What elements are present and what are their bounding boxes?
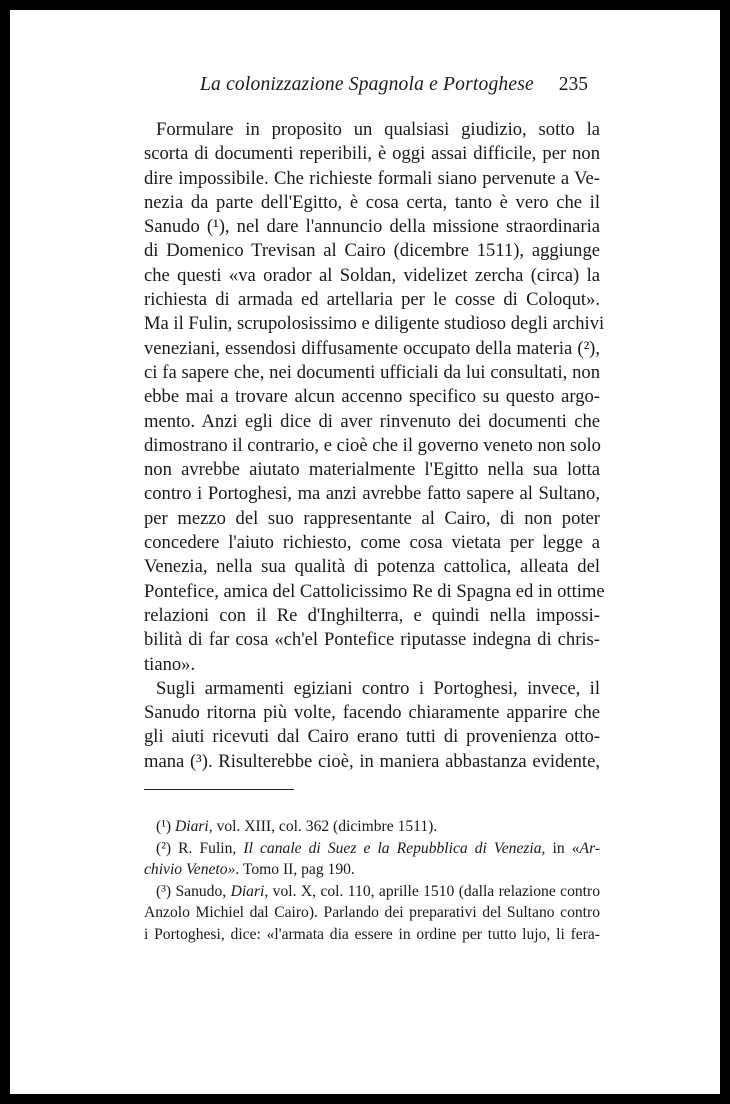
text-line: bilità di far cosa «ch'el Pontefice riputasse indegna di chris- xyxy=(144,629,600,651)
footnote-3-cont: Anzolo Michiel dal Cairo). Parlando dei preparativi del Sultano contro xyxy=(144,904,600,921)
footnote-author: R. Fulin, xyxy=(178,839,237,857)
text-line: per mezzo del suo rappresentante al Cairo, di non poter xyxy=(144,507,600,529)
footnote-text: in « xyxy=(552,839,580,857)
book-page xyxy=(10,10,720,1094)
text-line: scorta di documenti reperibili, è oggi assai difficile, per non xyxy=(144,143,600,165)
text-line: Sugli armamenti egiziani contro i Portoghesi, invece, il xyxy=(156,677,600,699)
text-line: ci fa sapere che, nei documenti ufficiali da lui consultati, non xyxy=(144,361,600,383)
text-line: richiesta di armada ed artellaria per le cosse di Coloqut». xyxy=(144,289,600,311)
footnote-title: Il canale di Suez e la Repubblica di Venezia, xyxy=(243,839,546,857)
body-text xyxy=(144,118,605,774)
text-line: che questi «va orador al Soldan, videlizet zercha (circa) la xyxy=(144,264,600,286)
footnote-marker: (²) xyxy=(156,839,172,857)
text-line: ebbe mai a trovare alcun accenno specifico su questo argo- xyxy=(144,386,600,408)
text-line: mento. Anzi egli dice di aver rinvenuto dei documenti che xyxy=(144,410,600,432)
text-line: Formulare in proposito un qualsiasi giudizio, sotto la xyxy=(156,119,600,140)
footnote-text: . Tomo II, pag 190. xyxy=(235,861,355,878)
text-line: Venezia, nella sua qualità di potenza cattolica, alleata del xyxy=(144,556,600,578)
footnote-journal: Ar- xyxy=(579,839,601,857)
text-line: mana (³). Risulterebbe cioè, in maniera abbastanza evidente, xyxy=(144,750,600,772)
footnote-3 xyxy=(144,881,600,903)
footnote-marker: (¹) xyxy=(156,818,172,835)
running-header: La colonizzazione Spagnola e Portoghese xyxy=(200,74,534,95)
footnote-3-cont: i Portoghesi, dice: «l'armata dia essere in ordine per tutto lujo, li fera- xyxy=(144,925,600,943)
text-line: gli aiuti ricevuti dal Cairo erano tutti di provenienza otto- xyxy=(144,726,600,748)
text-line: Sanudo ritorna più volte, facendo chiaramente apparire che xyxy=(144,702,600,724)
text-line: non avrebbe aiutato materialmente l'Egitto nella sua lotta xyxy=(144,459,600,481)
footnote-title: Diari, xyxy=(230,882,269,900)
text-line: dimostrano il contrario, e cioè che il governo veneto non solo xyxy=(144,434,601,456)
text-line: di Domenico Trevisan al Cairo (dicembre 1511), aggiunge xyxy=(144,240,600,262)
text-line: nezia da parte dell'Egitto, è cosa certa, tanto è vero che il xyxy=(144,191,600,213)
footnote-author: Sanudo, xyxy=(175,882,227,900)
footnote-2 xyxy=(144,838,600,860)
footnote-text: , vol. XIII, col. 362 (dicimbre 1511). xyxy=(208,818,438,835)
footnotes xyxy=(144,816,600,945)
text-line: relazioni con il Re d'Inghilterra, e quindi nella impossi- xyxy=(144,604,600,626)
text-line: concedere l'aiuto richiesto, come cosa vietata per legge a xyxy=(144,532,600,554)
footnote-text: vol. X, col. 110, aprille 1510 (dalla relazione contro xyxy=(272,882,600,900)
text-line: veneziani, essendosi diffusamente occupato della materia (²), xyxy=(144,337,600,359)
footnote-separator xyxy=(144,789,294,790)
footnote-1 xyxy=(144,816,600,838)
text-line: contro i Portoghesi, ma anzi avrebbe fatto sapere al Sultano, xyxy=(144,483,600,505)
footnote-2-cont xyxy=(144,859,600,881)
footnote-title: Diari xyxy=(174,818,209,835)
page-number: 235 xyxy=(558,74,588,95)
text-line: tiano». xyxy=(144,653,196,675)
footnote-journal: chivio Veneto» xyxy=(144,861,236,878)
text-line: Pontefice, amica del Cattolicissimo Re di Spagna ed in ottime xyxy=(144,580,605,602)
footnote-marker: (³) xyxy=(156,882,172,900)
text-line: Ma il Fulin, scrupolosissimo e diligente studioso degli archivi xyxy=(144,313,605,335)
text-line: Sanudo (¹), nel dare l'annuncio della missione straordinaria xyxy=(144,216,600,238)
text-line: dire impossibile. Che richieste formali siano pervenute a Ve- xyxy=(144,167,600,189)
